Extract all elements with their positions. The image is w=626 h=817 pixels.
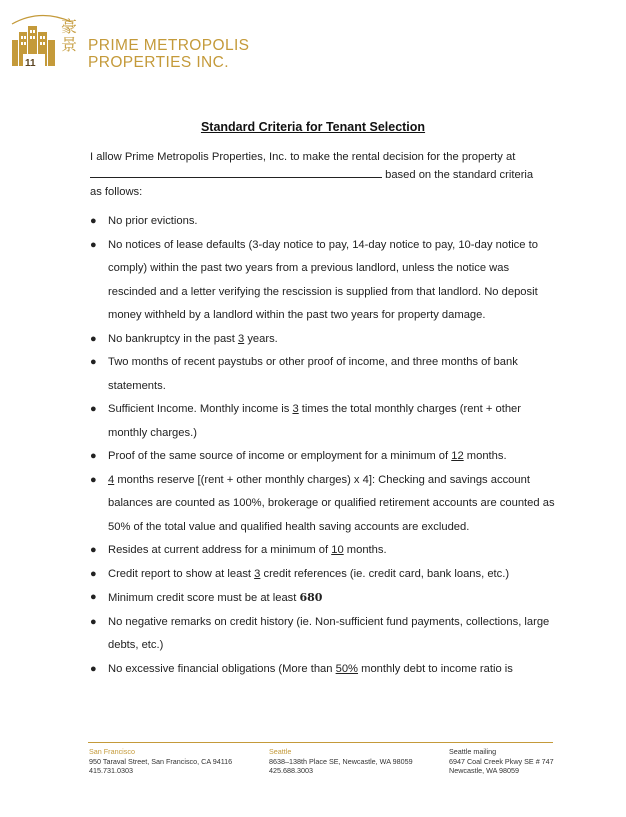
bullet-icon: ● (90, 356, 97, 368)
criteria-value: 3 (254, 567, 261, 580)
intro-line-1: I allow Prime Metropolis Properties, Inc. to make the rental decision for the property at (90, 151, 516, 163)
criteria-value: 12 (451, 450, 464, 462)
bullet-icon: ● (90, 615, 97, 628)
criteria-item (90, 611, 560, 658)
criteria-text: No notices of lease defaults (3-day notice to pay, 14-day notice to pay, 10-day notice to comply) within the past two years from a previous landlord, unless the notice was rescinded and a letter verifying the rescission is supplied from that landlord. No deposit money withheld by a landlord within the past two years for property damage. (108, 238, 538, 321)
criteria-text: months reserve [(rent + other monthly charges) x 4]: Checking and savings account balances are counted as 100%, brokerage or qualified retirement accounts are counted as 50% of the total value and qualified health saving accounts are excluded. (108, 473, 555, 533)
criteria-item (90, 210, 560, 234)
company-name (88, 37, 249, 71)
criteria-item (90, 658, 560, 682)
bullet-icon: ● (90, 215, 97, 227)
logo-number: 11 (25, 58, 36, 69)
criteria-list (90, 210, 560, 681)
criteria-text: No bankruptcy in the past (108, 332, 238, 345)
intro-line-3: as follows: (90, 186, 143, 198)
criteria-text: times the total monthly charges (rent + other monthly charges.) (108, 403, 522, 439)
criteria-item (90, 398, 560, 445)
criteria-text: credit references (ie. credit card, bank loans, etc.) (260, 567, 510, 580)
bullet-icon: ● (90, 544, 97, 556)
bullet-icon: ● (90, 662, 97, 675)
document-title: Standard Criteria for Tenant Selection (200, 120, 426, 134)
criteria-item (90, 445, 560, 469)
bullet-icon: ● (90, 332, 97, 345)
criteria-value: 50% (335, 662, 359, 675)
bullet-icon: ● (90, 567, 97, 580)
criteria-item (90, 234, 560, 328)
criteria-item (90, 586, 560, 611)
intro-paragraph (90, 149, 560, 202)
brand-line-1: PRIME METROPOLIS (88, 37, 250, 54)
criteria-item (90, 469, 560, 540)
criteria-value: 3 (292, 403, 299, 415)
brand-line-2: PROPERTIES INC. (88, 54, 229, 71)
footer-office-sf: San Francisco 950 Taraval Street, San Francisco, CA 94116 415.731.0303 (89, 747, 233, 775)
bullet-icon: ● (90, 591, 97, 603)
criteria-text: Proof of the same source of income or employment for a minimum of (108, 450, 452, 462)
criteria-item (90, 539, 560, 563)
criteria-text: months. (463, 450, 507, 462)
criteria-text: No negative remarks on credit history (ie. Non-sufficient fund payments, collections, large debts, etc.) (108, 615, 550, 651)
criteria-text: months. (343, 544, 387, 556)
criteria-value: 3 (237, 332, 245, 345)
criteria-text: No excessive financial obligations (More than (108, 662, 336, 675)
bullet-icon: ● (90, 238, 97, 251)
criteria-text: Minimum credit score must be at least (108, 592, 300, 604)
bullet-icon: ● (90, 403, 97, 415)
footer-divider (88, 742, 553, 743)
criteria-text: Sufficient Income. Monthly income is (108, 403, 293, 415)
criteria-text: monthly debt to income ratio is (358, 662, 513, 675)
footer-office-seattle: Seattle 8638–138th Place SE, Newcastle, WA 98059 425.688.3003 (269, 747, 413, 775)
criteria-item (90, 563, 560, 587)
criteria-text: Credit report to show at least (108, 567, 255, 580)
criteria-text: No prior evictions. (108, 215, 198, 227)
logo-chinese-characters: 豪 景 (61, 17, 78, 54)
criteria-item (90, 351, 560, 398)
footer-office-seattle-mailing: Seattle mailing 6947 Coal Creek Pkwy SE # 747 Newcastle, WA 98059 (449, 747, 554, 775)
property-address-blank[interactable] (90, 167, 382, 178)
criteria-value: 4 (108, 473, 115, 486)
bullet-icon: ● (90, 450, 97, 462)
company-logo (10, 12, 260, 74)
intro-line-2: based on the standard criteria (90, 167, 560, 185)
bullet-icon: ● (90, 473, 97, 486)
criteria-text: Two months of recent paystubs or other proof of income, and three months of bank statements. (108, 356, 518, 392)
criteria-text: Resides at current address for a minimum of (108, 544, 332, 556)
criteria-item (90, 328, 560, 352)
credit-score-value: 680 (299, 591, 323, 604)
criteria-value: 10 (331, 544, 344, 556)
criteria-text: years. (244, 332, 278, 345)
